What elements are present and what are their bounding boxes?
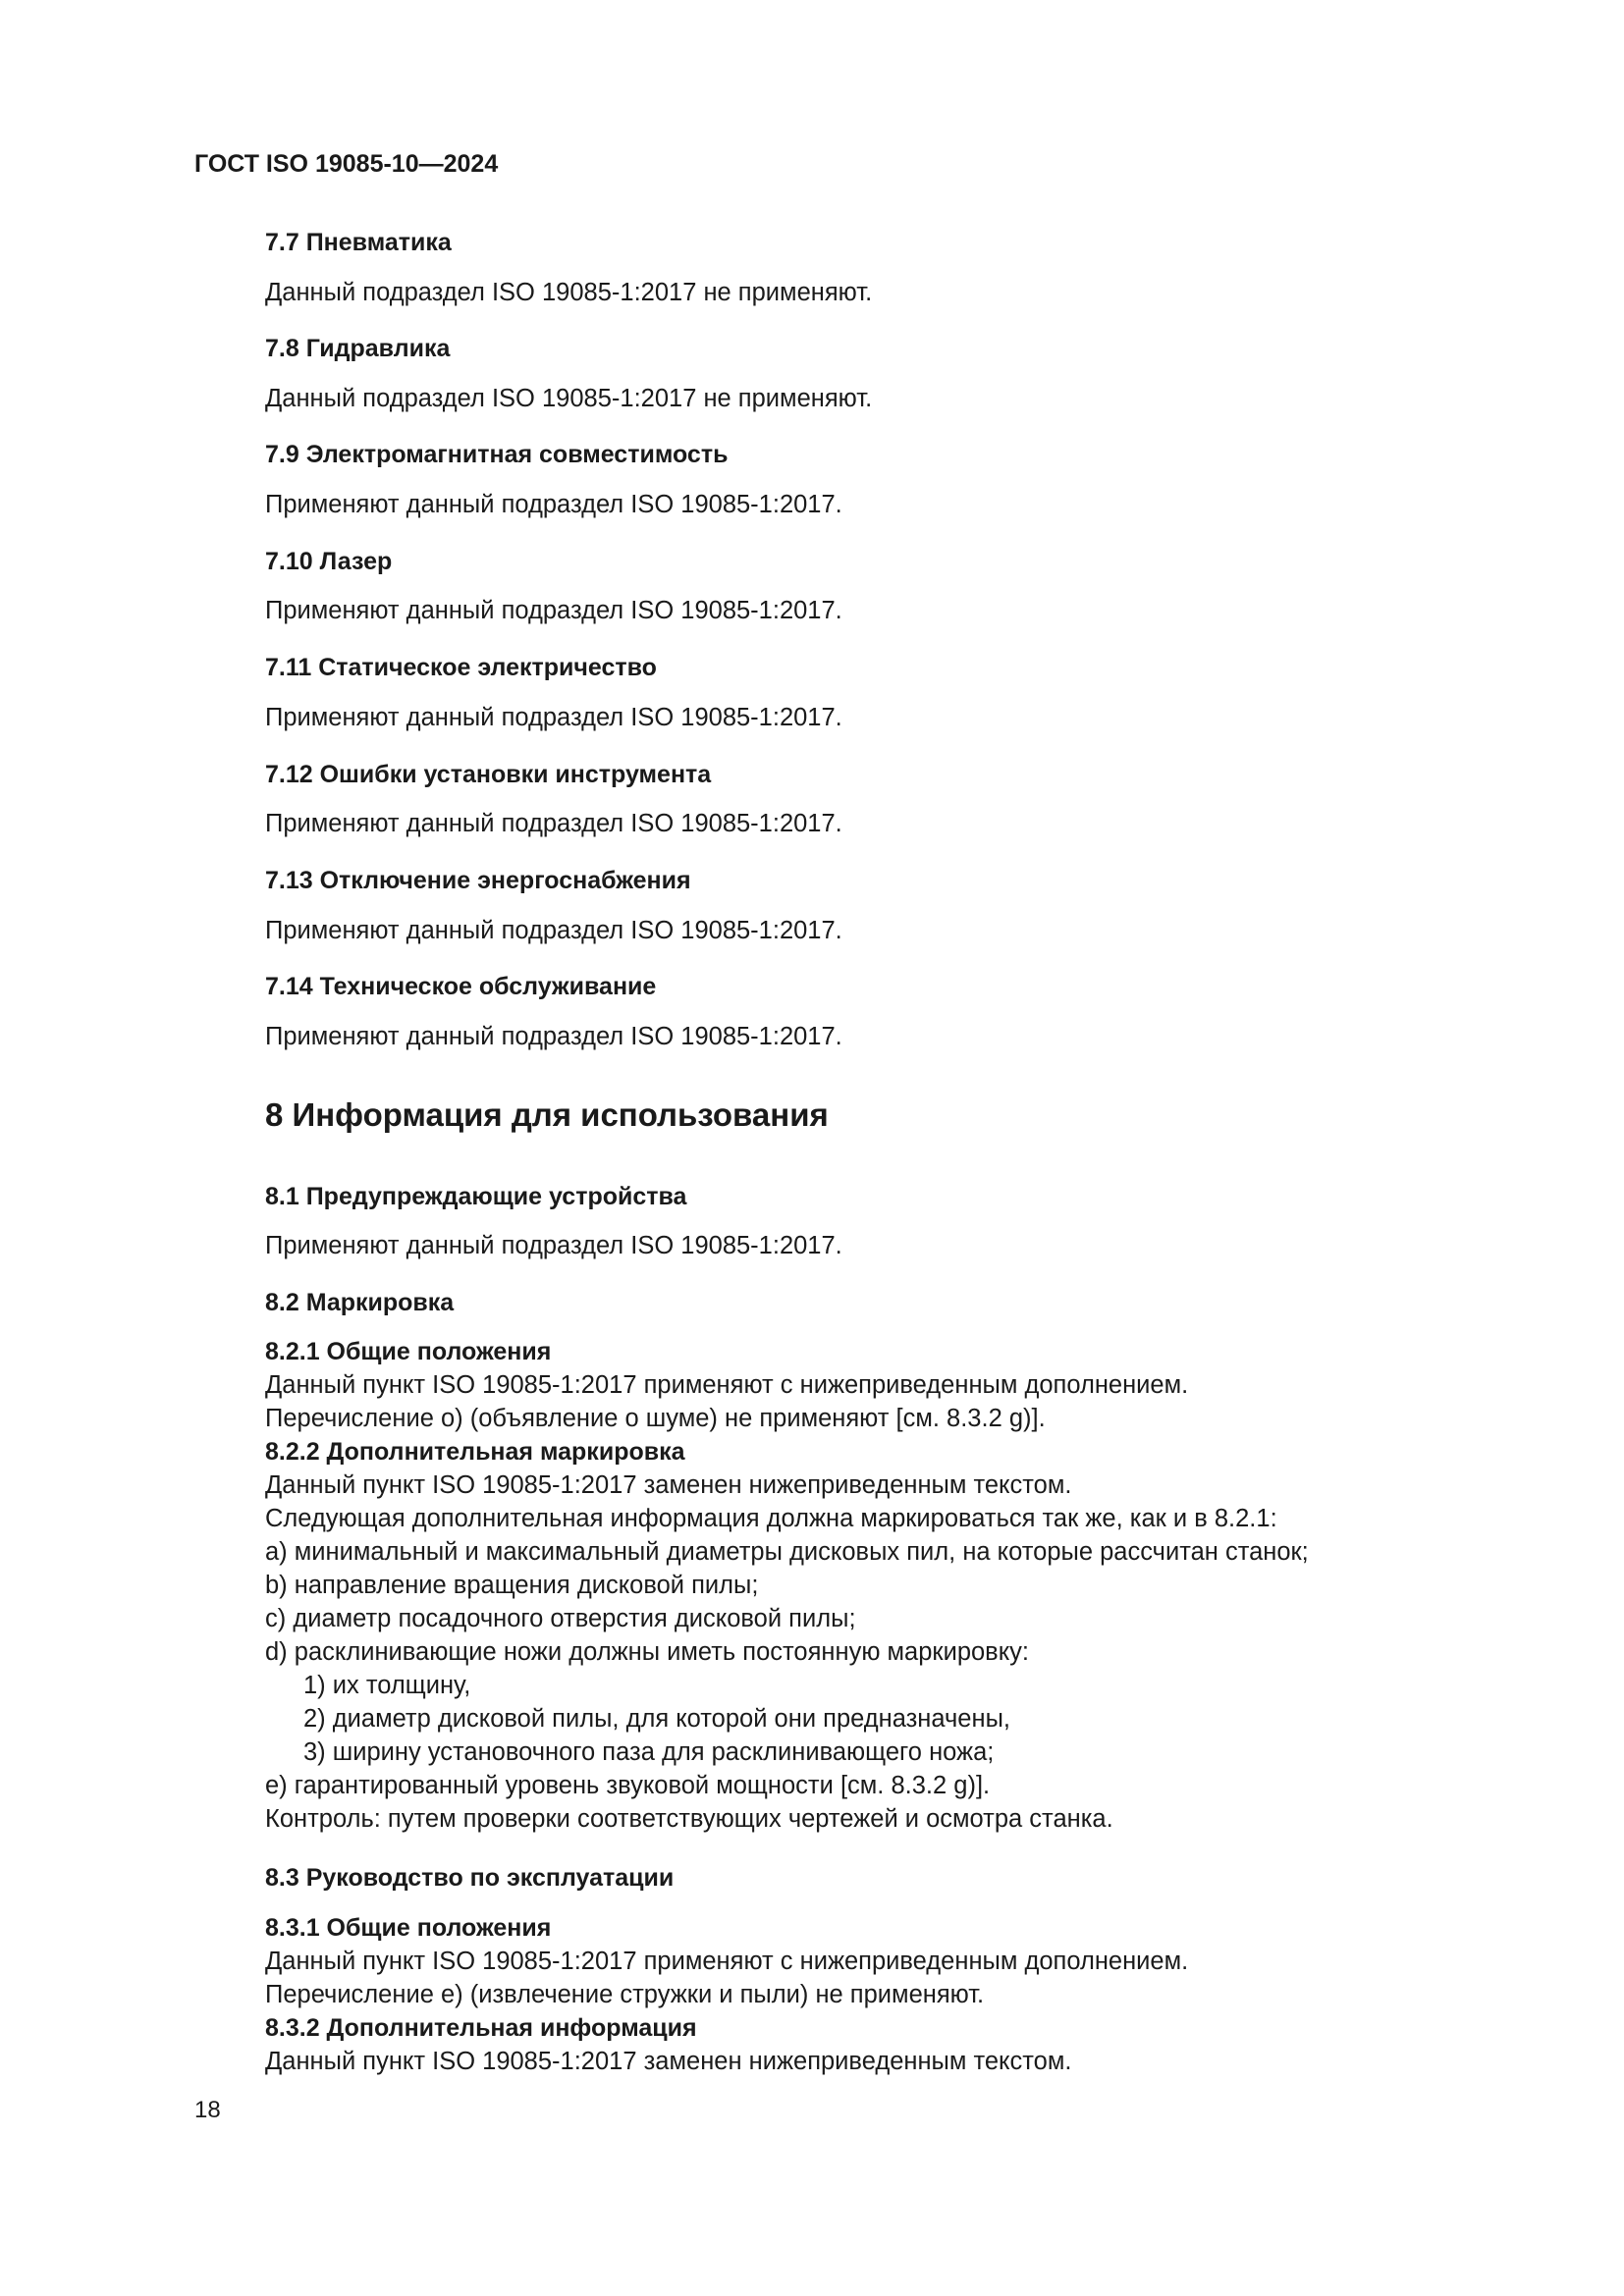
list-item-c: c) диаметр посадочного отверстия дисковой пилы; bbox=[265, 1605, 856, 1632]
paragraph-8-3-2-line1: Данный пункт ISO 19085-1:2017 заменен нижеприведенным текстом. bbox=[265, 2048, 1072, 2075]
heading-8-2: 8.2 Маркировка bbox=[265, 1289, 455, 1316]
paragraph-7-13: Применяют данный подраздел ISO 19085-1:2017. bbox=[265, 917, 842, 944]
heading-8-3: 8.3 Руководство по эксплуатации bbox=[265, 1864, 675, 1892]
heading-7-9: 7.9 Электромагнитная совместимость bbox=[265, 441, 729, 468]
sub-list-item-2: 2) диаметр дисковой пилы, для которой они предназначены, bbox=[303, 1705, 1010, 1733]
heading-8-2-2: 8.2.2 Дополнительная маркировка bbox=[265, 1438, 685, 1466]
sub-list-item-3: 3) ширину установочного паза для расклинивающего ножа; bbox=[303, 1738, 995, 1766]
list-item-e: e) гарантированный уровень звуковой мощности [см. 8.3.2 g)]. bbox=[265, 1772, 991, 1799]
paragraph-7-14: Применяют данный подраздел ISO 19085-1:2017. bbox=[265, 1023, 842, 1050]
paragraph-7-7: Данный подраздел ISO 19085-1:2017 не применяют. bbox=[265, 279, 873, 306]
heading-8-2-1: 8.2.1 Общие положения bbox=[265, 1338, 552, 1365]
page-number: 18 bbox=[194, 2097, 221, 2123]
heading-8: 8 Информация для использования bbox=[265, 1096, 829, 1133]
heading-8-1: 8.1 Предупреждающие устройства bbox=[265, 1183, 687, 1210]
paragraph-7-8: Данный подраздел ISO 19085-1:2017 не применяют. bbox=[265, 385, 873, 412]
paragraph-8-2-1-line2: Перечисление о) (объявление о шуме) не применяют [см. 8.3.2 g)]. bbox=[265, 1405, 1046, 1432]
paragraph-7-12: Применяют данный подраздел ISO 19085-1:2017. bbox=[265, 810, 842, 837]
paragraph-8-3-1-line2: Перечисление е) (извлечение стружки и пыли) не применяют. bbox=[265, 1981, 985, 2008]
paragraph-7-9: Применяют данный подраздел ISO 19085-1:2017. bbox=[265, 491, 842, 518]
document-code: ГОСТ ISO 19085-10—2024 bbox=[194, 150, 499, 178]
list-item-b: b) направление вращения дисковой пилы; bbox=[265, 1572, 759, 1599]
paragraph-7-10: Применяют данный подраздел ISO 19085-1:2017. bbox=[265, 597, 842, 624]
heading-7-14: 7.14 Техническое обслуживание bbox=[265, 973, 657, 1000]
list-item-d: d) расклинивающие ножи должны иметь постоянную маркировку: bbox=[265, 1638, 1030, 1666]
paragraph-8-2-1-line1: Данный пункт ISO 19085-1:2017 применяют с нижеприведенным дополнением. bbox=[265, 1371, 1189, 1399]
heading-7-12: 7.12 Ошибки установки инструмента bbox=[265, 761, 712, 788]
list-item-a: a) минимальный и максимальный диаметры дисковых пил, на которые рассчитан станок; bbox=[265, 1538, 1309, 1566]
heading-8-3-2: 8.3.2 Дополнительная информация bbox=[265, 2014, 697, 2042]
paragraph-7-11: Применяют данный подраздел ISO 19085-1:2017. bbox=[265, 704, 842, 731]
sub-list-item-1: 1) их толщину, bbox=[303, 1672, 471, 1699]
heading-7-8: 7.8 Гидравлика bbox=[265, 335, 451, 362]
heading-7-13: 7.13 Отключение энергоснабжения bbox=[265, 867, 691, 894]
paragraph-8-3-1-line1: Данный пункт ISO 19085-1:2017 применяют с нижеприведенным дополнением. bbox=[265, 1948, 1189, 1975]
control-note: Контроль: путем проверки соответствующих чертежей и осмотра станка. bbox=[265, 1805, 1113, 1833]
paragraph-8-1: Применяют данный подраздел ISO 19085-1:2017. bbox=[265, 1232, 842, 1259]
paragraph-8-2-2-line2: Следующая дополнительная информация должна маркироваться так же, как и в 8.2.1: bbox=[265, 1505, 1277, 1532]
heading-7-7: 7.7 Пневматика bbox=[265, 229, 452, 256]
paragraph-8-2-2-line1: Данный пункт ISO 19085-1:2017 заменен нижеприведенным текстом. bbox=[265, 1471, 1072, 1499]
heading-7-10: 7.10 Лазер bbox=[265, 548, 393, 575]
heading-7-11: 7.11 Статическое электричество bbox=[265, 654, 657, 681]
heading-8-3-1: 8.3.1 Общие положения bbox=[265, 1914, 552, 1942]
